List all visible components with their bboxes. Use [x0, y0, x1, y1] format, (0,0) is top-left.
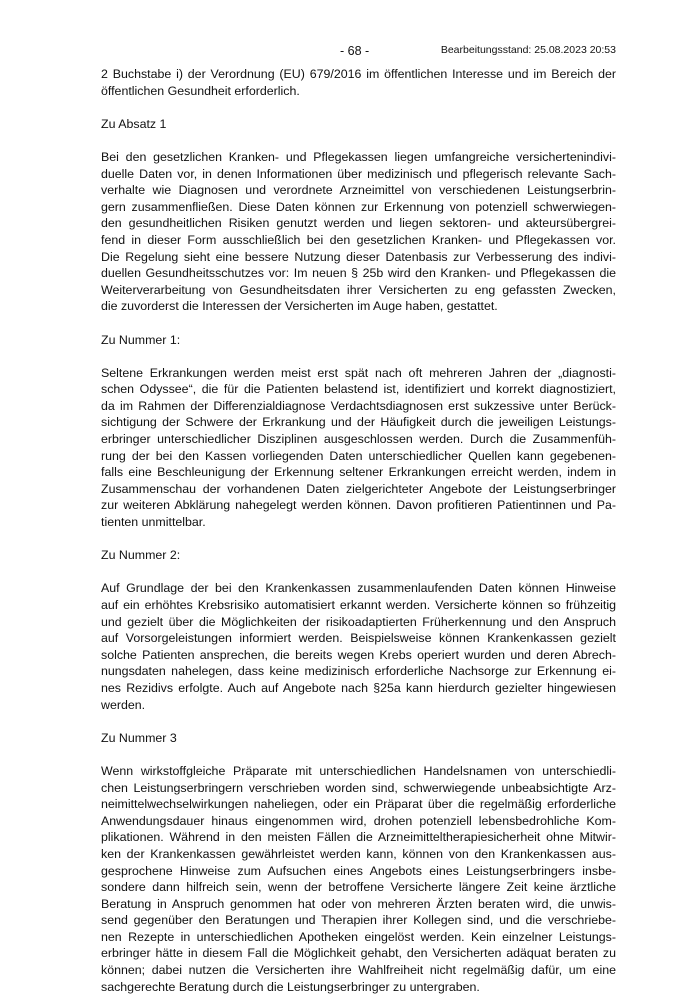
paragraph-absatz-1 [101, 149, 616, 315]
text-line: Zusammenschau der vorhandenen Daten zielgerichteter Angebote der Leistungserbringer [101, 481, 616, 496]
text-line: falls eine Beschleunigung der Erkennung seltener Erkrankungen erreicht werden, indem in [101, 465, 616, 480]
text-line: sichtigung der Schwere der Erkrankung und der Häufigkeit durch die jeweiligen Leistungs- [101, 415, 616, 430]
text-line: nen Rezepte in unterschiedlichen Apotheken eingelöst werden. Kein einzelner Leistungs- [101, 929, 616, 944]
text-line: nes Rezidivs erfolgte. Auch auf Angebote nach §25a kann hierdurch gezielter hingewiesen [101, 680, 616, 695]
text-line: Bei den gesetzlichen Kranken- und Pflegekassen liegen umfangreiche versichertenindivi- [101, 149, 616, 164]
text-line: schen Odyssee“, die für die Patienten belastend ist, identifiziert und korrekt diagnostiziert, [101, 382, 616, 397]
text-line: ken der Krankenkassen gewährleistet werden kann, können von den Krankenkassen aus- [101, 846, 616, 861]
section-heading-absatz-1: Zu Absatz 1 [101, 116, 167, 131]
paragraph-nummer-2 [101, 580, 616, 713]
text-line: können; dabei nutzen die Versicherten ihre Wahlfreiheit nicht regelmäßig dafür, um eine [101, 963, 616, 978]
text-line: send gegenüber den Beratungen und Therapien ihrer Kollegen sind, und die verschriebe- [101, 913, 616, 928]
text-line: gesprochene Hinweise zum Aufsuchen eines Angebots eines Leistungserbringers insbe- [101, 863, 616, 878]
text-line: 2 Buchstabe i) der Verordnung (EU) 679/2016 im öffentlichen Interesse und im Bereich der [101, 67, 616, 81]
text-line: duelle Daten vor, in denen Informationen über medizinisch und pflegerisch relevante Sach- [101, 166, 616, 181]
text-line: zur weiteren Abklärung nahegelegt werden können. Davon profitieren Patientinnen und Pa- [101, 498, 616, 513]
text-line: sondere dann hilfreich sein, wenn der betroffene Versicherte längere Zeit keine ärztliche [101, 880, 616, 895]
text-line: tienten unmittelbar. [101, 515, 206, 530]
text-line: gern zusammenfließen. Diese Daten können zur Erkennung von potenziell schwerwiegen- [101, 199, 616, 214]
text-line: auf ein erhöhtes Krebsrisiko automatisiert erkannt werden. Versicherte können so frühzeitig [101, 598, 616, 612]
text-line: Wenn wirkstoffgleiche Präparate mit unterschiedlichen Handelsnamen von unterschiedli- [101, 763, 616, 778]
text-line: da im Rahmen der Differenzialdiagnose Verdachtsdiagnosen erst sukzessive unter Berück- [101, 398, 616, 413]
text-line: Seltene Erkrankungen werden meist erst spät nach oft mehreren Jahren der „diagnosti- [101, 365, 616, 380]
text-line: Weiterverarbeitung von Gesundheitsdaten ihrer Versicherten zu eng gefassten Zwecken, [101, 282, 616, 297]
section-heading-nummer-3: Zu Nummer 3 [101, 730, 177, 745]
text-line: chen Leistungserbringern verschrieben worden sind, schwerwiegende unbeabsichtigte Arz- [101, 780, 616, 795]
text-line: fend in dieser Form ausschließlich bei den gesetzlichen Kranken- und Pflegekassen vor. [101, 232, 616, 247]
page-number: - 68 - [340, 44, 370, 58]
text-line: öffentlichen Gesundheit erforderlich. [101, 83, 300, 98]
text-line: Anwendungsdauer hinaus eingenommen wird, drohen potenziell lebensbedrohliche Kom- [101, 813, 616, 828]
section-heading-nummer-1: Zu Nummer 1: [101, 332, 181, 347]
text-line: verhalte wie Diagnosen und verordnete Arzneimittel von verschiedenen Leistungserbrin- [101, 183, 616, 198]
paragraph-nummer-1 [101, 365, 616, 531]
paragraph-nummer-3 [101, 763, 616, 995]
text-line: neimittelwechselwirkungen naheliegen, oder ein Präparat über die regelmäßig erforderliche [101, 797, 616, 812]
intro-paragraph [101, 66, 616, 99]
text-line: sachgerechte Beratung durch die Leistungserbringer zu untergraben. [101, 979, 480, 994]
text-line: auf Vorsorgeleistungen informiert werden. Beispielsweise können Krankenkassen gezielt [101, 631, 616, 646]
text-line: werden. [101, 697, 146, 712]
text-line: plikationen. Während in den meisten Fällen die Arzneimitteltherapiesicherheit ohne Mitwir- [101, 830, 616, 845]
text-line: und gezielt über die Möglichkeiten der risikoadaptierten Früherkennung und den Anspruch [101, 614, 616, 629]
section-heading-nummer-2: Zu Nummer 2: [101, 548, 181, 563]
text-line: den gesundheitlichen Risiken genutzt werden und liegen sektoren- und akteursübergrei- [101, 216, 616, 231]
text-line: Die Regelung sieht eine bessere Nutzung dieser Datenbasis zur Verbesserung des indivi- [101, 249, 616, 264]
text-line: rung der bei den Kassen vorliegenden Daten unterschiedlicher Quellen kann gegebenen- [101, 448, 616, 463]
text-line: die zuvorderst die Interessen der Versicherten im Auge haben, gestattet. [101, 299, 498, 314]
text-line: erbringer hätte in diesem Fall die Möglichkeit gehabt, den Versicherten adäquat beraten zu [101, 946, 616, 961]
text-line: nungsdaten nahelegen, dass keine medizinisch erforderliche Nachsorge zur Erkennung ei- [101, 664, 616, 679]
text-line: duellen Gesundheitsschutzes vor: Im neuen § 25b wird den Kranken- und Pflegekassen die [101, 266, 616, 281]
text-line: solche Patienten ansprechen, die bereits wegen Krebs operiert wurden und deren Abrech- [101, 647, 616, 662]
document-body [101, 66, 616, 995]
edit-status: Bearbeitungsstand: 25.08.2023 20:53 [440, 44, 616, 56]
text-line: Beratung in Anspruch genommen hat oder von mehreren Ärzten beraten wird, die unwis- [101, 896, 616, 911]
text-line: erbringer unterschiedlicher Disziplinen ausgeschlossen werden. Durch die Zusammenfüh- [101, 432, 616, 447]
text-line: Auf Grundlage der bei den Krankenkassen zusammenlaufenden Daten können Hinweise [101, 581, 616, 596]
